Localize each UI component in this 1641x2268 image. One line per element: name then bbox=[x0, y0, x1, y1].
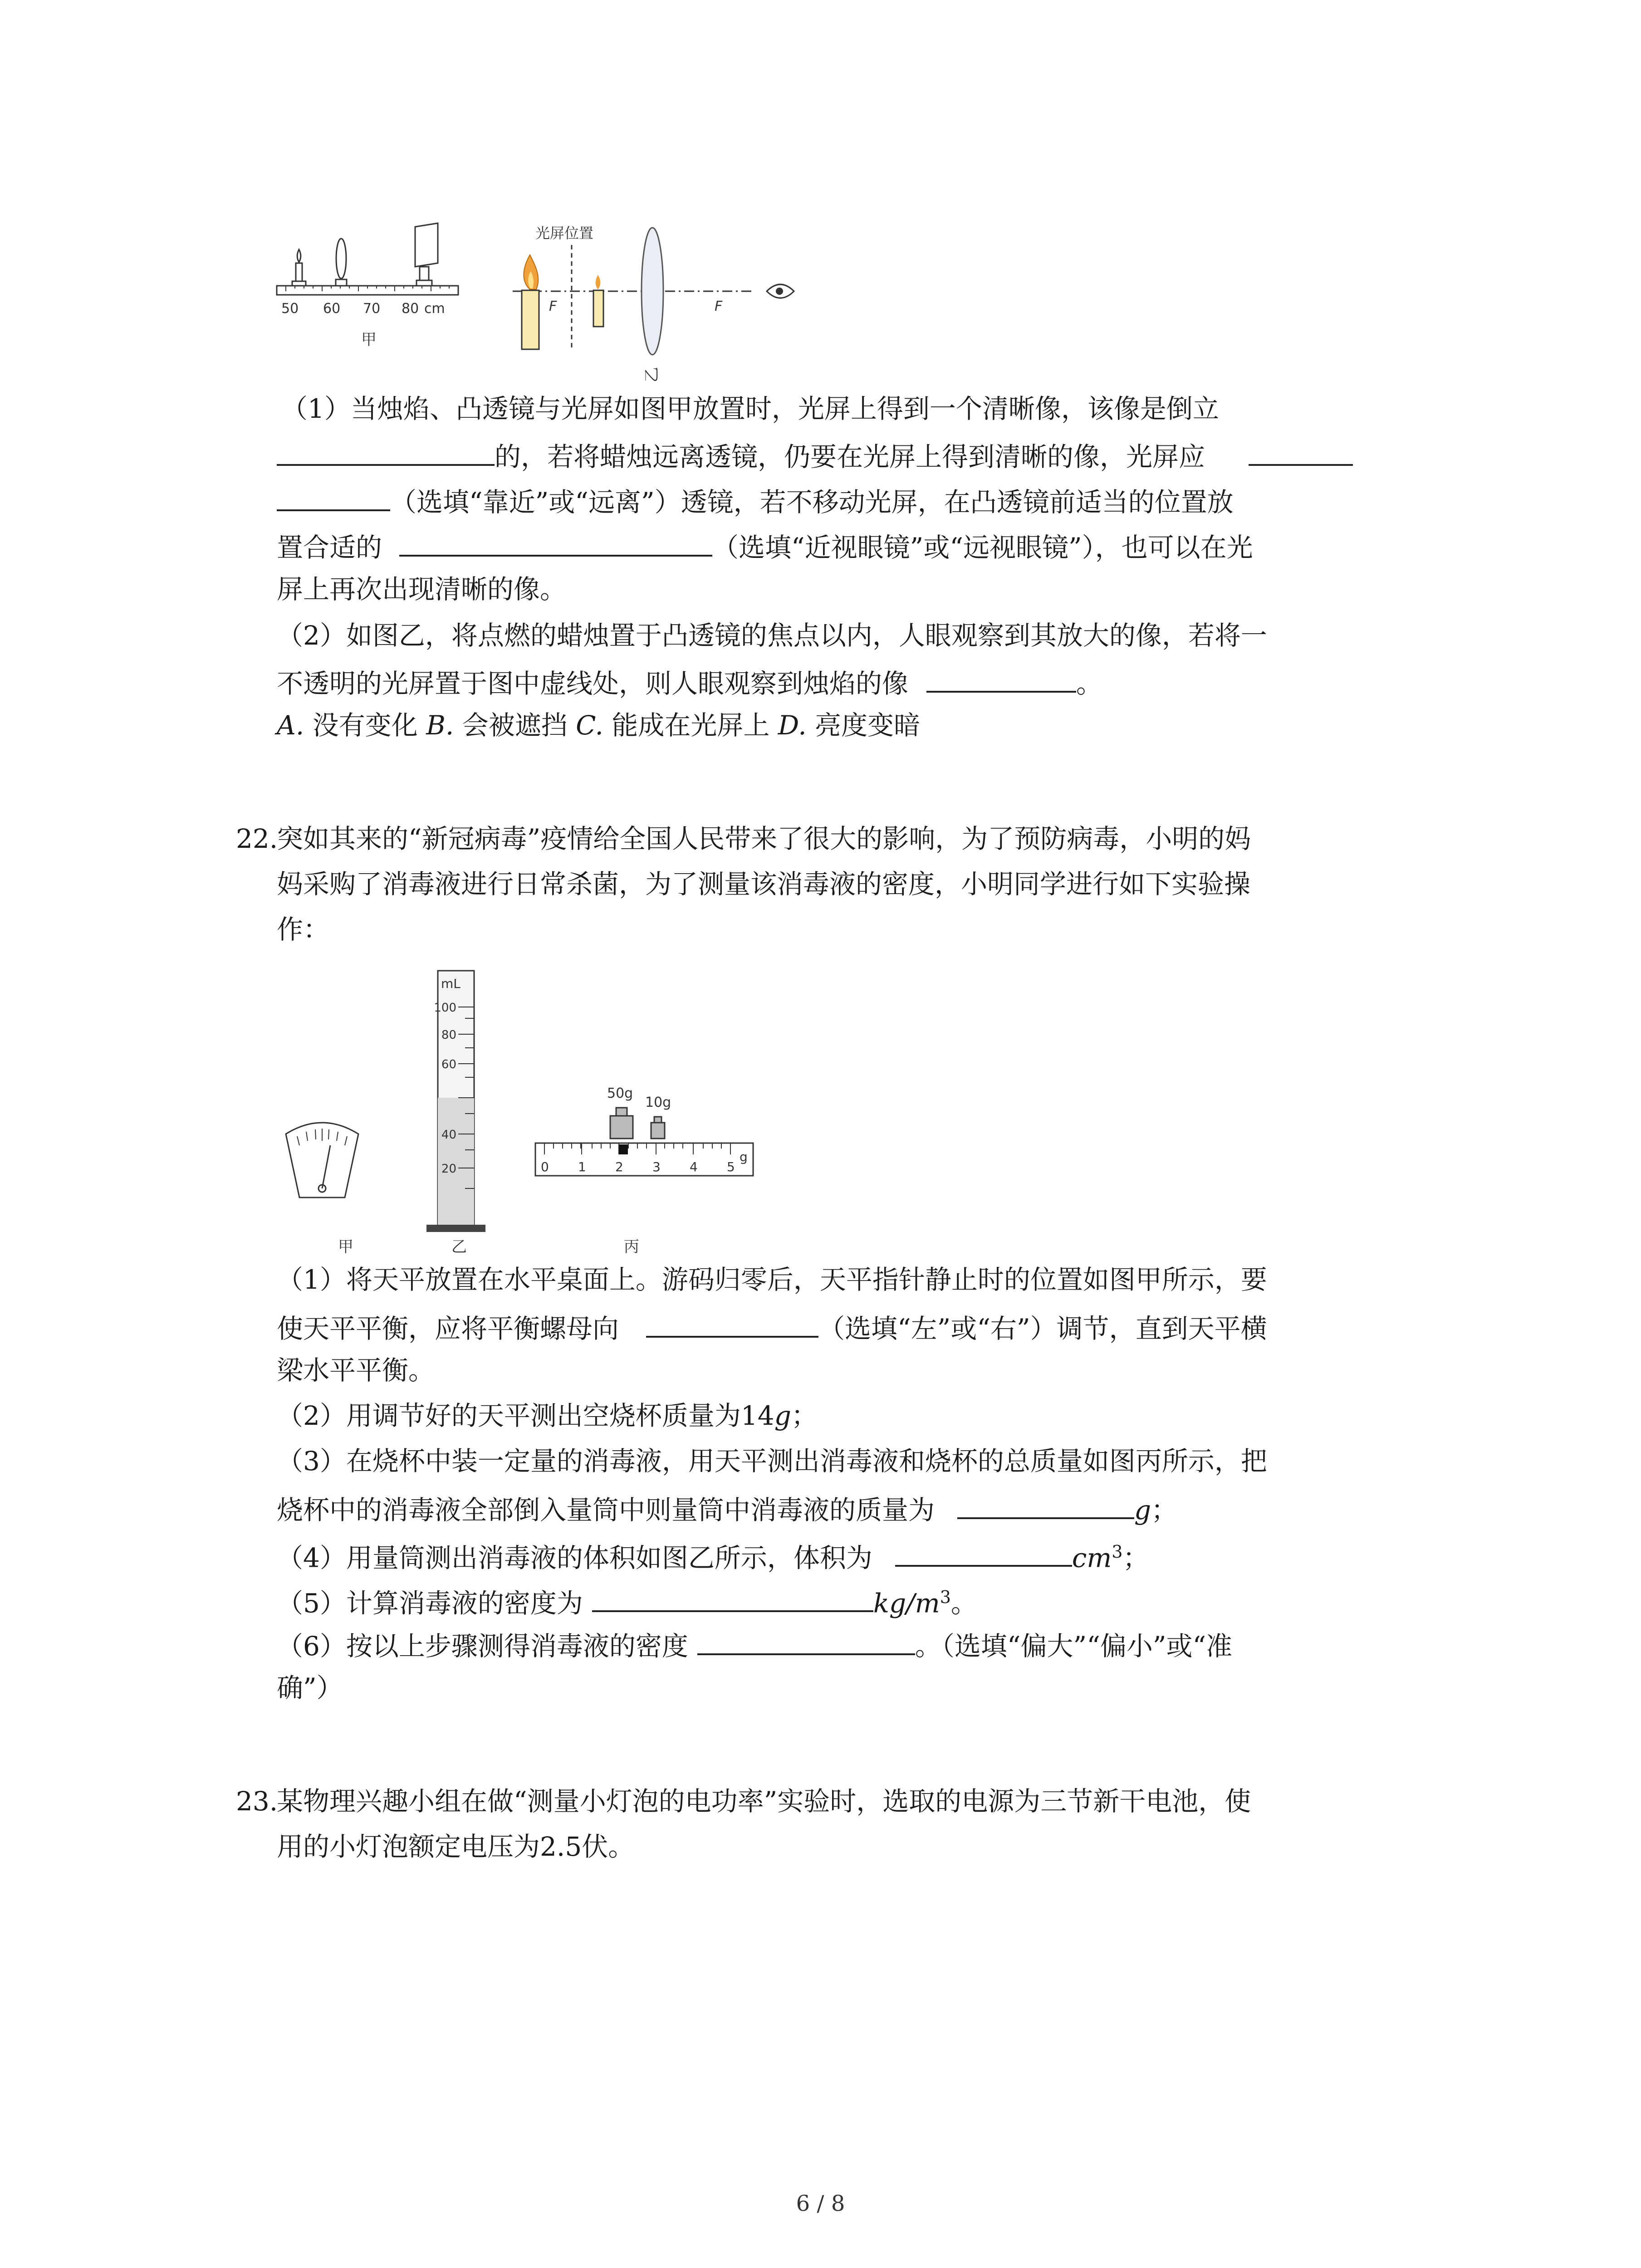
q21-part2-line2: 不透明的光屏置于图中虚线处，则人眼观察到烛焰的像 。 bbox=[277, 664, 1102, 700]
q22-number: 22. bbox=[236, 823, 278, 854]
focus-right-label: F bbox=[715, 298, 723, 314]
option-letter: A. bbox=[277, 710, 304, 741]
ruler-label: cm bbox=[424, 301, 445, 317]
figure-caption-jia: 甲 bbox=[338, 1238, 353, 1256]
answer-blank[interactable] bbox=[592, 1583, 873, 1612]
q22-step1-line3: 梁水平平衡。 bbox=[277, 1355, 435, 1386]
answer-blank[interactable] bbox=[1249, 437, 1353, 466]
q21-part1-line3: （选填“靠近”或“远离”）透镜，若不移动光屏，在凸透镜前适当的位置放 bbox=[277, 482, 1234, 518]
q23-number: 23. bbox=[236, 1786, 278, 1817]
figure-jia bbox=[277, 223, 458, 349]
answer-blank[interactable] bbox=[697, 1626, 915, 1655]
beam-tick: 5 bbox=[727, 1159, 735, 1174]
focus-left-label: F bbox=[549, 298, 557, 314]
q22-stem-line2: 妈采购了消毒液进行日常杀菌，为了测量该消毒液的密度，小明同学进行如下实验操 bbox=[277, 869, 1251, 899]
option-letter: C. bbox=[576, 710, 603, 741]
q22-step1-line2: 使天平平衡，应将平衡螺母向 （选填“左”或“右”）调节，直到天平横 bbox=[277, 1309, 1267, 1345]
q23-line2: 用的小灯泡额定电压为2.5伏。 bbox=[277, 1831, 635, 1862]
cylinder-tick: 60 bbox=[441, 1058, 456, 1071]
cylinder-tick: 20 bbox=[441, 1162, 456, 1176]
q22-stem-line1: 突如其来的“新冠病毒”疫情给全国人民带来了很大的影响，为了预防病毒，小明的妈 bbox=[277, 823, 1251, 854]
q22-step6-line2: 确”） bbox=[277, 1672, 343, 1703]
figure-beam-scale bbox=[535, 1085, 753, 1256]
q21-part1-line2: 的，若将蜡烛远离透镜，仍要在光屏上得到清晰的像，光屏应 bbox=[277, 437, 1353, 473]
beam-tick: 0 bbox=[541, 1159, 549, 1174]
weight-50g-label: 50g bbox=[607, 1085, 633, 1101]
beam-tick: 1 bbox=[578, 1159, 586, 1174]
q22-step5: （5）计算消毒液的密度为 $kg/m^3$。 bbox=[277, 1581, 977, 1619]
figure-caption-bing: 丙 bbox=[624, 1238, 639, 1256]
q21-options bbox=[277, 709, 920, 742]
q22-step4: （4）用量筒测出消毒液的体积如图乙所示，体积为 $cm^3$； bbox=[277, 1535, 1149, 1574]
answer-blank[interactable] bbox=[277, 482, 390, 511]
option-letter: B. bbox=[426, 710, 454, 741]
figure-caption-yi: 乙 bbox=[643, 367, 661, 382]
q21-part1-line1: （1）当烛焰、凸透镜与光屏如图甲放置时，光屏上得到一个清晰像，该像是倒立 bbox=[281, 393, 1219, 424]
answer-blank[interactable] bbox=[895, 1538, 1072, 1567]
ruler-label: 70 bbox=[363, 301, 381, 317]
figure-caption-yi: 乙 bbox=[451, 1238, 467, 1256]
q22-stem-line3: 作： bbox=[277, 914, 330, 945]
q22-step3-line1: （3）在烧杯中装一定量的消毒液，用天平测出消毒液和烧杯的总质量如图丙所示，把 bbox=[277, 1446, 1267, 1476]
ruler-label: 50 bbox=[281, 301, 299, 317]
q21-part1-line4: 置合适的 （选填“近视眼镜”或“远视眼镜”），也可以在光 bbox=[277, 528, 1253, 564]
answer-blank[interactable] bbox=[646, 1309, 818, 1338]
option-text: 会被遮挡 bbox=[454, 710, 576, 741]
figure-graduated-cylinder bbox=[426, 971, 485, 1256]
screen-position-label: 光屏位置 bbox=[535, 225, 594, 242]
q22-step3-line2: 烧杯中的消毒液全部倒入量筒中则量筒中消毒液的质量为 g； bbox=[277, 1490, 1177, 1526]
cylinder-tick: 80 bbox=[441, 1028, 456, 1042]
figure-caption-jia: 甲 bbox=[361, 331, 377, 349]
figure-balance-dial bbox=[286, 1123, 358, 1256]
q21-part2-line1: （2）如图乙，将点燃的蜡烛置于凸透镜的焦点以内，人眼观察到其放大的像，若将一 bbox=[277, 620, 1267, 651]
cylinder-tick: 40 bbox=[441, 1128, 456, 1142]
beam-unit: g bbox=[740, 1149, 748, 1164]
q22-step6-line1: （6）按以上步骤测得消毒液的密度 。（选填“偏大”“偏小”或“准 bbox=[277, 1626, 1232, 1662]
beam-tick: 2 bbox=[615, 1159, 623, 1174]
cylinder-tick: 100 bbox=[434, 1001, 456, 1015]
ruler-label: 80 bbox=[402, 301, 419, 317]
optics-figure bbox=[272, 213, 808, 390]
answer-blank[interactable] bbox=[957, 1490, 1134, 1519]
option-text: 没有变化 bbox=[304, 710, 426, 741]
ruler-label: 60 bbox=[323, 301, 341, 317]
figure-yi bbox=[513, 225, 794, 382]
q22-step1-line1: （1）将天平放置在水平桌面上。游码归零后，天平指针静止时的位置如图甲所示，要 bbox=[277, 1264, 1267, 1295]
q23-line1: 某物理兴趣小组在做“测量小灯泡的电功率”实验时，选取的电源为三节新干电池，使 bbox=[277, 1786, 1251, 1817]
q22-step2: （2）用调节好的天平测出空烧杯质量为14g； bbox=[277, 1400, 818, 1431]
weight-10g-label: 10g bbox=[645, 1095, 671, 1110]
page-number: 6 / 8 bbox=[796, 2191, 845, 2216]
answer-blank[interactable] bbox=[926, 664, 1076, 693]
option-text: 亮度变暗 bbox=[806, 710, 921, 741]
option-text: 能成在光屏上 bbox=[603, 710, 778, 741]
q21-part1-line5: 屏上再次出现清晰的像。 bbox=[277, 574, 567, 605]
beam-tick: 3 bbox=[652, 1159, 661, 1174]
answer-blank[interactable] bbox=[277, 437, 495, 466]
option-letter: D. bbox=[778, 710, 807, 741]
density-experiment-figure bbox=[277, 962, 780, 1261]
beam-tick: 4 bbox=[690, 1159, 698, 1174]
cylinder-unit: mL bbox=[441, 976, 460, 991]
answer-blank[interactable] bbox=[399, 528, 712, 557]
